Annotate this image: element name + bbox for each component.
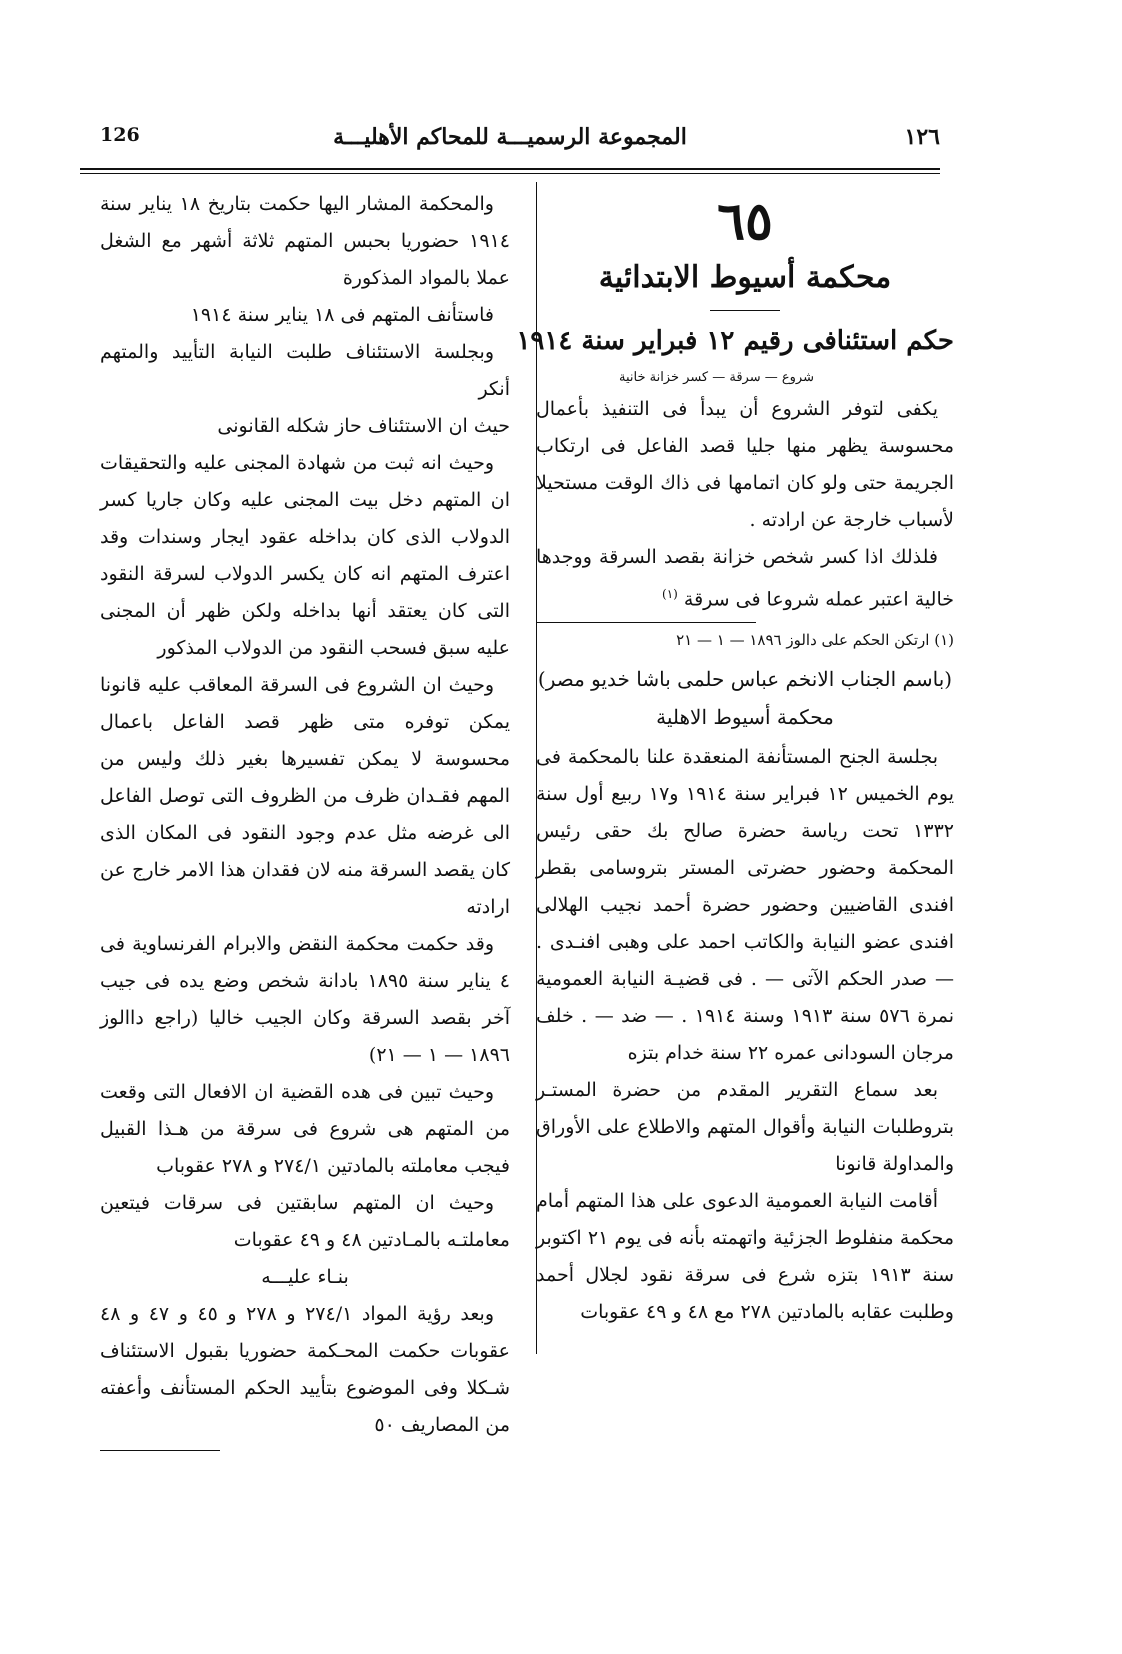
footnote-rule — [536, 622, 756, 623]
title-rule — [710, 310, 780, 311]
session-paragraph: بجلسة الجنح المستأنفة المنعقدة علنا بالمحكمة فى يوم الخميس ١٢ فبراير سنة ١٩١٤ و١٧ ربيع أول سنة ١٣٣٢ تحت رياسة حضرة صالح بك حقى رئيس المحكمة وحضور حضرتى المستر بتروسامى بقطر افندى القاضيين وحضور حضرة أحمد نجيب الهلالى افندى عضو النيابة والكاتب احمد على وهبى افنـدى . — صدر الحكم الآتى — . فى قضيـة النيابة العمومية نمرة ٥٧٦ سنة ١٩١٣ وسنة ١٩١٤ . — ضد — . خلف مرجان السودانى عمره ٢٢ سنة خدام بتزه — [536, 746, 954, 1065]
paragraph-5: وحيث انه ثبت من شهادة المجنى عليه والتحقيقات ان المتهم دخل بيت المجنى عليه وكان جاريا كسر الدولاب الذى كان بداخله عقود ايجار وسندات وقد اعترف المتهم انه كان يكسر الدولاب لسرقة النقود التى كان يعتقد أنها بداخله ولكن ظهر أن المجنى عليه سبق فسحب النقود من الدولاب المذكور — [100, 452, 510, 659]
header-rule — [80, 168, 940, 170]
royal-invocation: (باسم الجناب الانخم عباس حلمى باشا خديو مصر) — [537, 667, 953, 692]
footnote: (١) ارتكن الحكم على دالوز ١٨٩٦ — ١ — ٢١ — [676, 631, 954, 650]
running-title: المجموعة الرسميـــة للمحاكم الأهليـــة — [333, 124, 687, 150]
section-heading: بنـاء عليـــه — [261, 1266, 349, 1288]
paragraph-2: فاستأنف المتهم فى ١٨ يناير سنة ١٩١٤ — [190, 304, 494, 326]
principle-paragraph: يكفى لتوفر الشروع أن يبدأ فى التنفيذ بأعمال محسوسة يظهر منها جليا قصد الفاعل فى ارتكاب الجريمة حتى ولو كان اتمامها فى ذاك الوقت مستحيلا لأسباب خارجة عن ارادته . — [536, 398, 954, 531]
footnote-reference: (١) — [662, 587, 678, 601]
court-subtitle: محكمة أسيوط الاهلية — [656, 705, 834, 730]
court-title: محكمة أسيوط الابتدائية — [598, 260, 892, 295]
page-number-latin: 126 — [100, 124, 140, 146]
end-rule — [100, 1450, 220, 1451]
paragraph-10: وبعد رؤية المواد ٢٧٤/١ و ٢٧٨ و ٤٥ و ٤٧ و ٤٨ عقوبات حكمت المحـكمة حضوريا بقبول الاستئناف شـكلا وفى الموضوع بتأييد الحكم المستأنف وأعفته من المصاريف ٥٠ — [100, 1303, 510, 1436]
report-paragraph: بعد سماع التقرير المقدم من حضرة المستـر بتروطلبات النيابة وأقوال المتهم والاطلاع على الأوراق والمداولة قانونا — [536, 1079, 954, 1176]
case-number: ٦٥ — [717, 191, 773, 252]
paragraph-8: وحيث تبين فى هده القضية ان الافعال التى وقعت من المتهم هى شروع فى سرقة من هـذا القبيل فيجب معاملته بالمادتين ٢٧٤/١ و ٢٧٨ عقوباب — [100, 1081, 510, 1177]
keywords: شروع — سرقة — كسر خزانة خانية — [618, 370, 814, 385]
page-number-arabic: ١٢٦ — [904, 124, 940, 150]
principle-paragraph-2 — [536, 539, 954, 618]
principle-text: فلذلك اذا كسر شخص خزانة بقصد السرقة ووجدها خالية اعتبر عمله شروعا فى سرقة — [536, 546, 954, 611]
page-header — [80, 124, 940, 164]
charge-paragraph: أقامت النيابة العمومية الدعوى على هذا المتهم أمام محكمة منفلوط الجزئية واتهمته بأنه فى يوم ٢١ اكتوبر سنة ١٩١٣ بتزه شرع فى سرقة نقود لجلال أحمد وطلبت عقابه بالمادتين ٢٧٨ مع ٤٨ و ٤٩ عقوبات — [536, 1190, 955, 1324]
header-rule-thin — [80, 173, 940, 174]
paragraph-3: وبجلسة الاستئناف طلبت النيابة التأييد والمتهم أنكر — [100, 341, 510, 400]
right-column — [516, 190, 955, 1331]
paragraph-9: وحيث ان المتهم سابقتين فى سرقات فيتعين معاملتـه بالمـادتين ٤٨ و ٤٩ عقوبات — [100, 1192, 510, 1251]
paragraph-7: وقد حكمت محكمة النقض والابرام الفرنساوية فى ٤ يناير سنة ١٨٩٥ بادانة شخص وضع يده فى جيب آخر بقصد السرقة وكان الجيب خاليا (راجع داالوز ١٨٩٦ — ١ — ٢١) — [100, 933, 510, 1066]
paragraph-4: حيث ان الاستئناف حاز شكله القانونى — [217, 415, 510, 437]
judgment-title: حكم استئنافى رقيم ١٢ فبراير سنة ١٩١٤ — [516, 326, 954, 356]
paragraph-1: والمحكمة المشار اليها حكمت بتاريخ ١٨ يناير سنة ١٩١٤ حضوريا بحبس المتهم ثلاثة أشهر مع الشغل عملا بالمواد المذكورة — [100, 193, 510, 289]
left-column — [100, 186, 510, 1451]
paragraph-6: وحيث ان الشروع فى السرقة المعاقب عليه قانونا يمكن توفره متى ظهر قصد الفاعل باعمال محسوسة لا يمكن تفسيرها بغير ذلك وليس من المهم فقـدان ظرف من الظروف التى توصل الفاعل الى غرضه مثل عدم وجود النقود فى المكان الذى كان يقصد السرقة منه لان فقدان هذا الامر خارج عن ارادته — [100, 674, 510, 918]
